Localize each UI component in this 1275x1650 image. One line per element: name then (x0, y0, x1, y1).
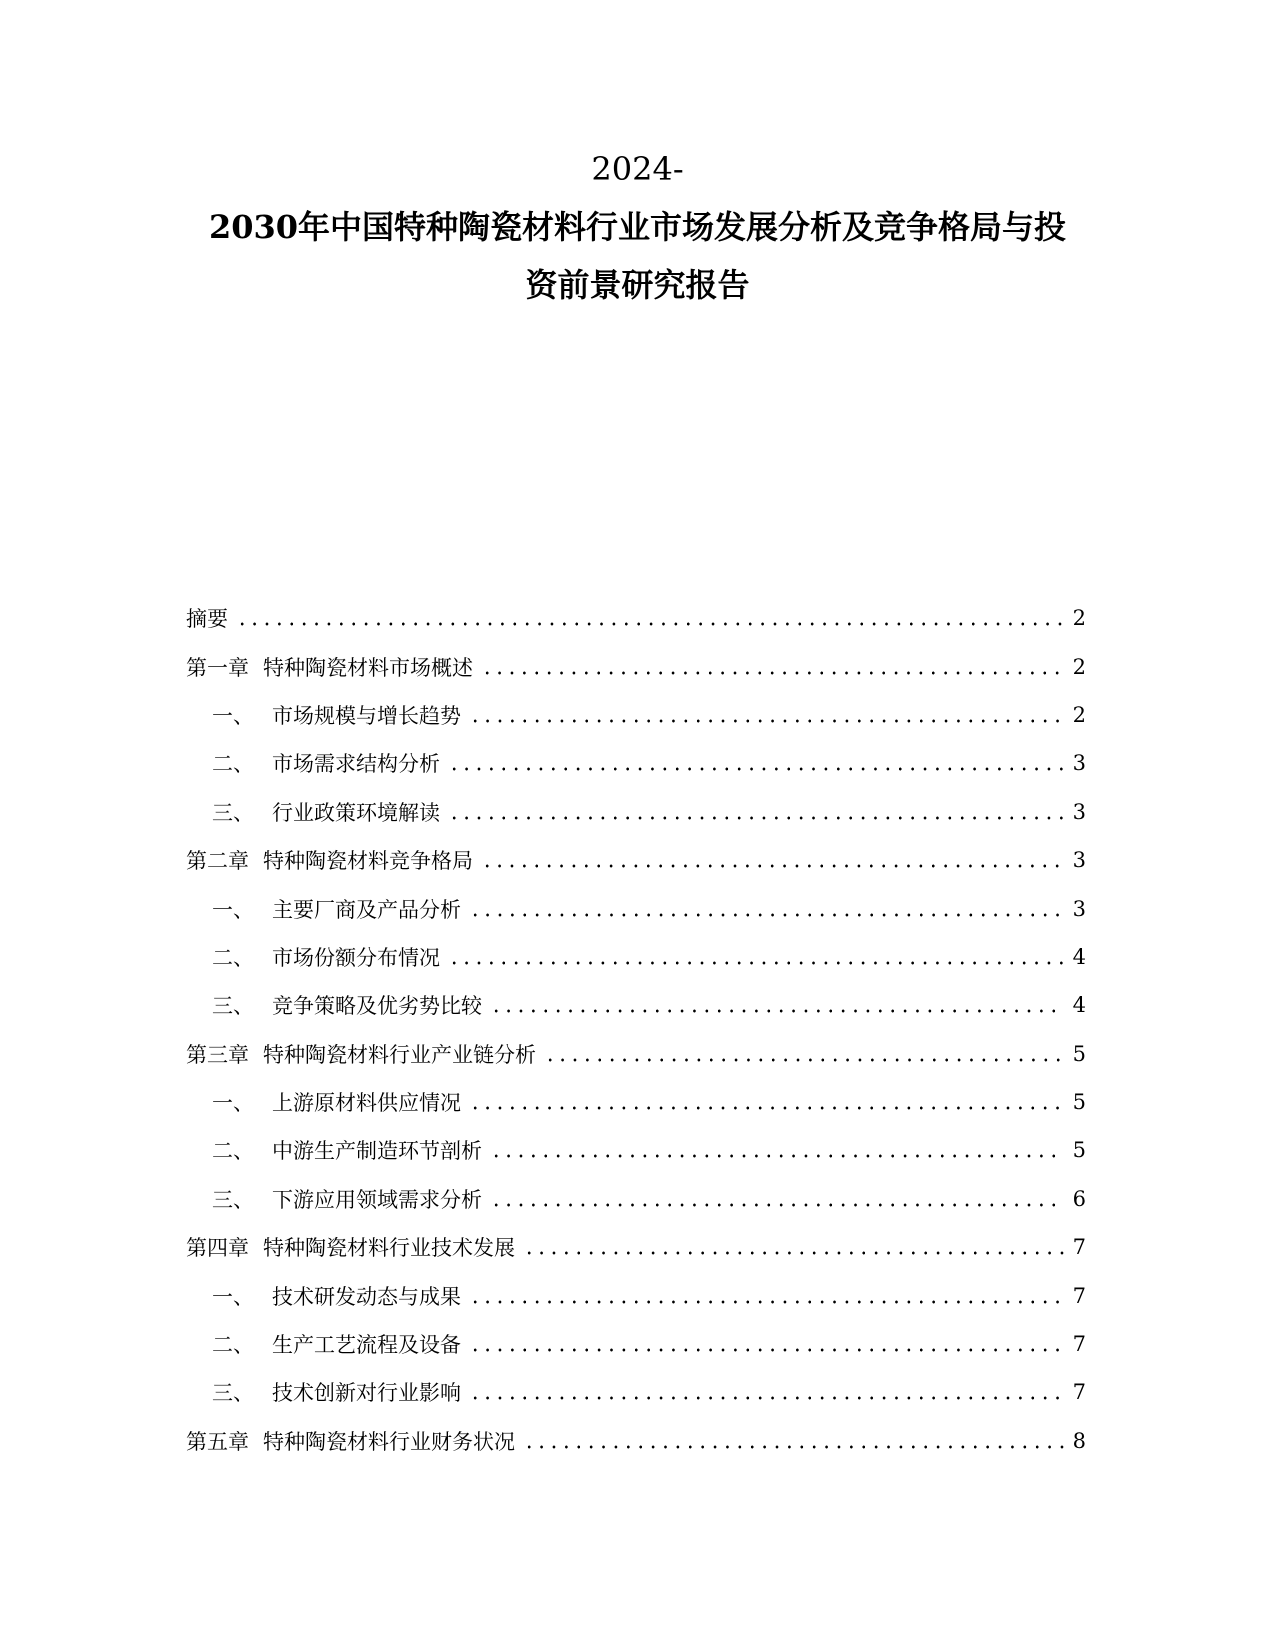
toc-dot-leader (544, 1058, 1064, 1062)
toc-page-number: 2 (1072, 702, 1086, 727)
toc-chapter-entry[interactable] (186, 836, 1086, 884)
report-title (0, 140, 1275, 314)
title-line-2: 2030年中国特种陶瓷材料行业市场发展分析及竞争格局与投 (208, 208, 1067, 246)
toc-dot-leader (236, 622, 1064, 626)
toc-dot-leader (469, 1396, 1064, 1400)
toc-chapter-entry[interactable] (186, 1030, 1086, 1078)
toc-dot-leader (490, 1203, 1064, 1207)
toc-chapter-entry[interactable] (186, 1223, 1086, 1271)
toc-page-number: 7 (1072, 1380, 1086, 1405)
toc-chapter-entry[interactable] (186, 1417, 1086, 1465)
toc-dot-leader (469, 1348, 1064, 1352)
toc-page-number: 8 (1072, 1428, 1086, 1453)
toc-entry-title: 市场需求结构分析 (272, 752, 440, 777)
toc-chapter-number: 第二章 (186, 849, 249, 874)
toc-section-entry[interactable] (186, 1320, 1086, 1368)
toc-section-number: 二、 (212, 945, 254, 970)
toc-section-number: 二、 (212, 752, 254, 777)
toc-page-number: 3 (1072, 751, 1086, 776)
toc-chapter-number: 第四章 (186, 1236, 249, 1261)
table-of-contents (186, 594, 1086, 1465)
toc-section-entry[interactable] (186, 981, 1086, 1029)
toc-section-number: 三、 (212, 1187, 254, 1212)
toc-chapter-number: 第一章 (186, 655, 249, 680)
toc-page-number: 5 (1072, 1138, 1086, 1163)
toc-page-number: 4 (1072, 944, 1086, 969)
toc-page-number: 5 (1072, 1090, 1086, 1115)
toc-entry-title: 摘要 (186, 607, 228, 632)
toc-section-entry[interactable] (186, 788, 1086, 836)
toc-dot-leader (469, 1106, 1064, 1110)
title-line-1: 2024- (591, 150, 684, 188)
toc-section-number: 一、 (212, 1091, 254, 1116)
toc-section-entry[interactable] (186, 933, 1086, 981)
toc-chapter-entry[interactable] (186, 642, 1086, 690)
toc-dot-leader (481, 864, 1064, 868)
toc-dot-leader (523, 1445, 1064, 1449)
toc-entry-title: 市场份额分布情况 (272, 945, 440, 970)
toc-entry-title: 技术创新对行业影响 (272, 1381, 461, 1406)
toc-section-number: 一、 (212, 1284, 254, 1309)
toc-chapter-entry[interactable] (186, 594, 1086, 642)
toc-page-number: 3 (1072, 799, 1086, 824)
toc-section-entry[interactable] (186, 739, 1086, 787)
toc-entry-title: 主要厂商及产品分析 (272, 897, 461, 922)
title-line-3: 资前景研究报告 (525, 266, 750, 304)
toc-dot-leader (469, 1300, 1064, 1304)
toc-entry-title: 竞争策略及优劣势比较 (272, 994, 482, 1019)
toc-section-number: 三、 (212, 994, 254, 1019)
toc-entry-title: 特种陶瓷材料市场概述 (263, 655, 473, 680)
toc-page-number: 2 (1072, 606, 1086, 631)
toc-section-entry[interactable] (186, 1368, 1086, 1416)
toc-page-number: 3 (1072, 896, 1086, 921)
toc-dot-leader (490, 1009, 1064, 1013)
toc-section-number: 二、 (212, 1333, 254, 1358)
toc-page-number: 5 (1072, 1041, 1086, 1066)
toc-entry-title: 生产工艺流程及设备 (272, 1333, 461, 1358)
toc-page-number: 7 (1072, 1332, 1086, 1357)
toc-entry-title: 特种陶瓷材料竞争格局 (263, 849, 473, 874)
toc-entry-title: 技术研发动态与成果 (272, 1284, 461, 1309)
toc-section-number: 三、 (212, 800, 254, 825)
toc-entry-title: 特种陶瓷材料行业技术发展 (263, 1236, 515, 1261)
toc-dot-leader (469, 719, 1064, 723)
toc-entry-title: 特种陶瓷材料行业产业链分析 (263, 1042, 536, 1067)
toc-page-number: 7 (1072, 1283, 1086, 1308)
toc-section-entry[interactable] (186, 1078, 1086, 1126)
toc-dot-leader (469, 913, 1064, 917)
toc-section-entry[interactable] (186, 691, 1086, 739)
toc-section-number: 一、 (212, 703, 254, 728)
toc-entry-title: 中游生产制造环节剖析 (272, 1139, 482, 1164)
toc-dot-leader (448, 767, 1064, 771)
toc-dot-leader (523, 1251, 1064, 1255)
toc-section-entry[interactable] (186, 1126, 1086, 1174)
toc-page-number: 6 (1072, 1186, 1086, 1211)
toc-entry-title: 下游应用领域需求分析 (272, 1187, 482, 1212)
toc-entry-title: 行业政策环境解读 (272, 800, 440, 825)
toc-section-number: 一、 (212, 897, 254, 922)
toc-section-entry[interactable] (186, 884, 1086, 932)
toc-entry-title: 特种陶瓷材料行业财务状况 (263, 1429, 515, 1454)
toc-section-number: 二、 (212, 1139, 254, 1164)
toc-page-number: 4 (1072, 993, 1086, 1018)
toc-page-number: 7 (1072, 1235, 1086, 1260)
toc-dot-leader (448, 816, 1064, 820)
toc-page-number: 3 (1072, 848, 1086, 873)
toc-entry-title: 市场规模与增长趋势 (272, 703, 461, 728)
toc-entry-title: 上游原材料供应情况 (272, 1091, 461, 1116)
toc-page-number: 2 (1072, 654, 1086, 679)
toc-section-entry[interactable] (186, 1271, 1086, 1319)
toc-dot-leader (448, 961, 1064, 965)
toc-chapter-number: 第三章 (186, 1042, 249, 1067)
toc-section-entry[interactable] (186, 1175, 1086, 1223)
toc-section-number: 三、 (212, 1381, 254, 1406)
toc-dot-leader (490, 1154, 1064, 1158)
toc-dot-leader (481, 671, 1064, 675)
toc-chapter-number: 第五章 (186, 1429, 249, 1454)
